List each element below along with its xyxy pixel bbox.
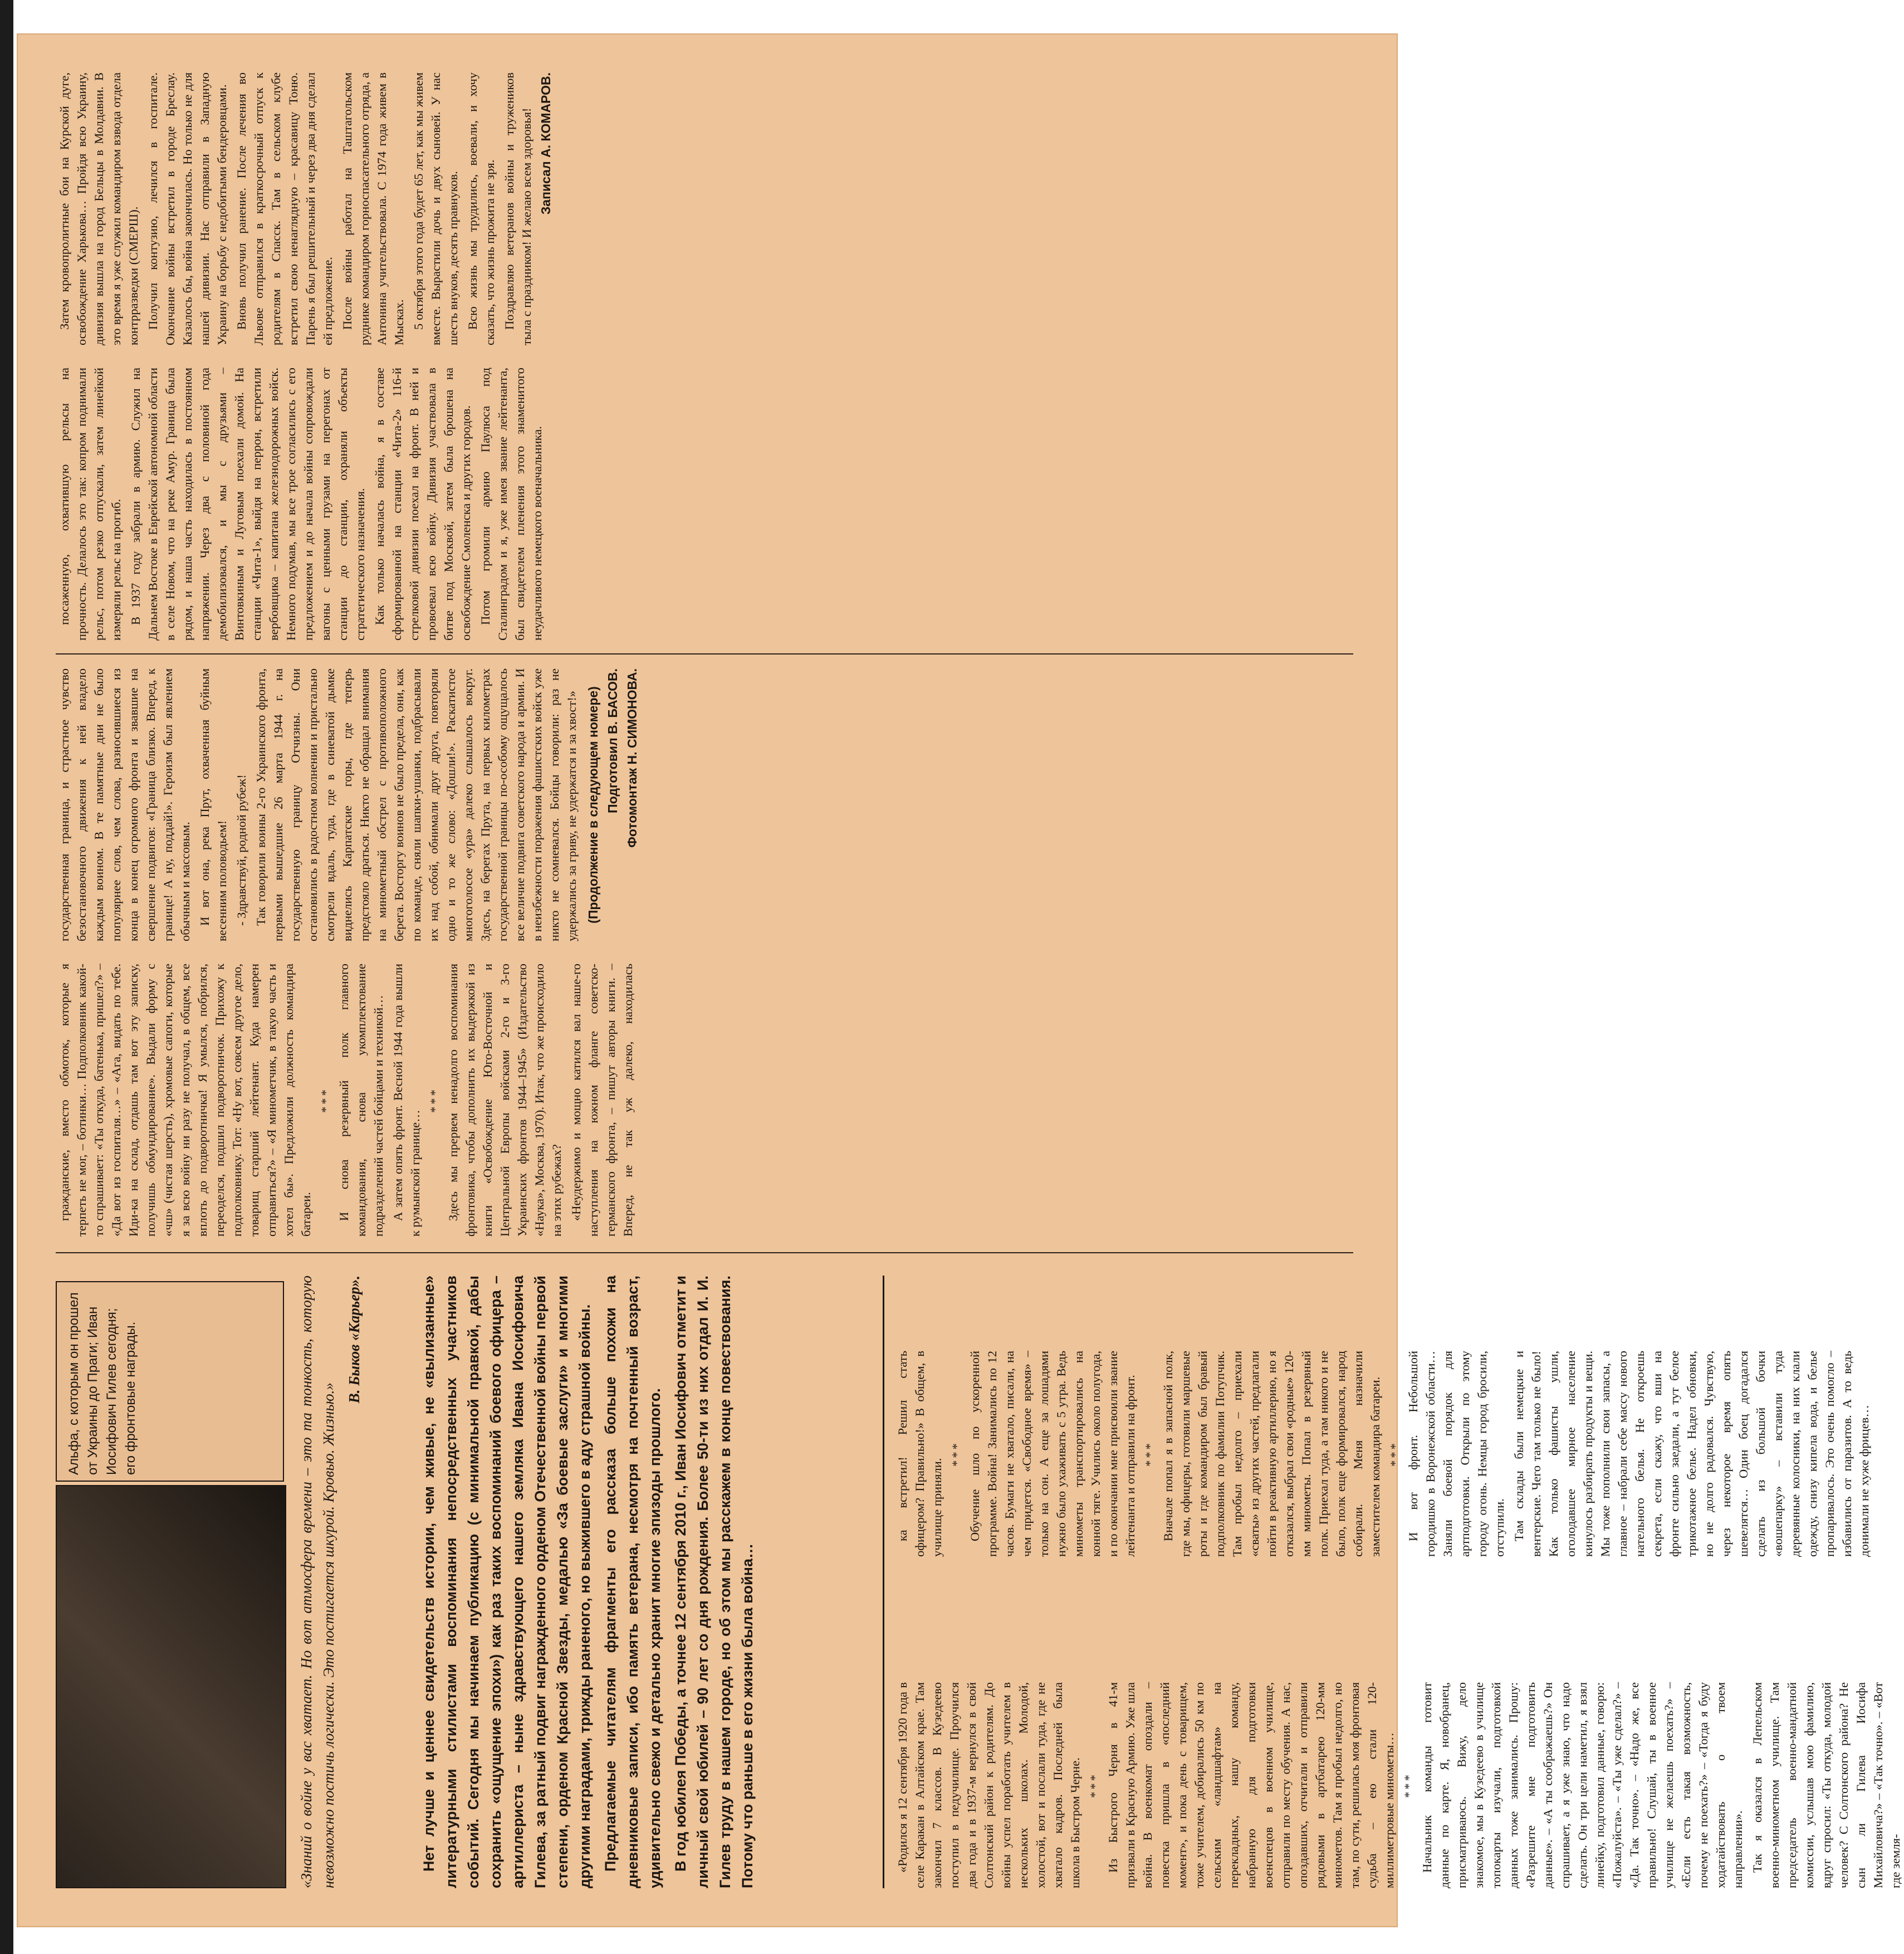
- section-break: ***: [1388, 1441, 1402, 1467]
- paragraph: гражданские, вместо обмоток, которые я терпеть не мог, – ботинки… Подполковник какой-то спрашивает: «Ты откуда, батенька, пришел?» – «Да вот из госпиталя…» – «Ага, видать по тебе. Иди-ка на склад, отдашь там вот эту записку, получишь обмундирование». Выдали форму с «чш» (чистая шерсть), хромовые сапоги, которые я за всю войну ни разу не получал, в общем, все вплоть до подворотничка! Я умылся, побрился, переоделся, подшил подворотничок. Прихожу к подполковнику. Тот: «Ну вот, совсем другое дело, товарищ старший лейтенант. Куда намерен отправиться?» – «Я минометчик, в такую часть и хотел бы». Предложили должность командира батареи.: [57, 964, 313, 1237]
- paragraph: - Здравствуй, родной рубеж!: [234, 774, 248, 926]
- paragraph: ка встретил! Решил стать офицером? Правильно!» В общем, в училище приняли.: [895, 1351, 944, 1557]
- quote-author: В. Быков «Карьер».: [346, 1276, 363, 1404]
- paragraph: После войны работал на Таштагольском руднике командиром горноспасательного отряда, а Антонина учительствовала. С 1974 года живем в Мысках.: [340, 72, 406, 345]
- paragraph: В 1937 году забрали в армию. Служил на Дальнем Востоке в Еврейской автономной области в селе Новом, что на реке Амур. Граница была рядом, и наша часть находилась в постоянном напряжении. Через два с половиной года демобилизовался, и мы с друзьями – Винтовкиным и Луговым поехали домой. На станции «Чита-1», выйдя на перрон, встретили вербовщика – капитана железнодорожных войск. Немного подумав, мы все трое согласились с его предложением и до начала войны сопровождали вагоны с ценными грузами на перегонах от станции до станции, охраняли объекты стратегического назначения.: [129, 368, 367, 641]
- article-column-1: [894, 1682, 1902, 1888]
- column-rule: [56, 1252, 1353, 1253]
- paragraph: А затем опять фронт. Весной 1944 года вышли к румынской границе…: [391, 964, 422, 1237]
- paragraph: посаженную, охватившую рельсы на прочность. Делалось это так: копром поднимали рельс, потом резко отпускали, затем линейкой измеряли рельс на прогиб.: [57, 368, 123, 641]
- intro-paragraph: Предлагаемые читателям фрагменты его рассказа больше похожи на дневниковые записи, ибо память ветерана, несмотря на почтенный возраст, удивительно свежо и детально хранит многие эпизоды прошлого.: [602, 1276, 663, 1888]
- paragraph: И вот фронт. Небольшой городишко в Воронежской области… Заняли боевой порядок для артподготовки. Открыли по этому городу огонь. Немцы город бросили, отступили.: [1406, 1351, 1506, 1557]
- photo-credit: Фотомонтаж Н. СИМОНОВА.: [625, 668, 639, 848]
- paragraph: Там склады были немецкие и вентерские. Чего там только не было! Как только фашисты ушли, оголодавшее мирное население кинулось разбирать продукты и вещи. Мы тоже пополнили свои запасы, а главное – набрали себе массу нового нательного белья. Не откроешь секрета, если скажу, что вши на фронте сильно заедали, а тут белое трикотажное белье. Надел обновки, но не долго радовался. Чувствую, через некоторое время опять шевелятся… Один боец догадался сделать из большой бочки «вошепарку» – вставили туда деревянные колосники, на них клали одежду, снизу кипела вода, и белье пропаривалось. Это очень помогло – избавились от паразитов. А то ведь донимали не хуже фрицев…: [1512, 1351, 1871, 1557]
- paragraph: Вновь получил ранение. После лечения во Львове отправился в краткосрочный отпуск к родителям в Спасск. Там в сельском клубе встретил свою ненаглядную – красавицу Тоню. Парень я был решительный и через два дня сделал ей предложение.: [234, 72, 335, 345]
- scanner-edge: [0, 0, 13, 1954]
- section-divider: [883, 1276, 884, 1888]
- paragraph: Из Быстрого Черня в 41-м призвали в Красную Армию. Уже шла война. В военкомат опоздали – повестка пришла в «последний момент», и пока день с товарищем, тоже учителем, добирались 50 км по сельским «ландшафтам» на перекладных, нашу команду, набранную для подготовки военспецов в военном училище, отправили по месту обучения. А нас, опоздавших, отчитали и отправили рядовыми в артбатарею 120-мм минометов. Там я пробыл недолго, но там, по сути, решилась моя фронтовая судьба – ею стали 120-миллиметровые минометы…: [1106, 1682, 1396, 1888]
- quote-text: «Знаний о войне у вас хватает. Но вот атмосфера времени – это та тонкость, которую невозможно постичь логически. Это постигается шкурой. Кровью. Жизнью.»: [298, 1276, 337, 1888]
- veteran-photo: [56, 1485, 286, 1888]
- paragraph: Обучение шло по ускоренной программе. Война! Занимались по 12 часов. Бумаги не хватало, писали, на чем придется. «Свободное время» – только на сон. А еще за лошадями нужно было ухаживать с 5 утра. Ведь минометы транспортировались на конной тяге. Учились около полугода, и по окончании мне присвоили звание лейтенанта и отправили на фронт.: [968, 1351, 1137, 1557]
- author-signature: Записал А. КОМАРОВ.: [539, 72, 553, 215]
- paragraph: «Родился я 12 сентября 1920 года в селе Каракан в Алтайском крае. Там закончил 7 классов. В Кузедеево поступил в педучилище. Проучился два года и в 1937-м вернулся в свой Солтонский район к родителям. До войны успел поработать учителем в нескольких школах. Молодой, холостой, вот и послали туда, где не хватало кадров. Последней была школа в Быстром Черне.: [895, 1682, 1082, 1888]
- paragraph: «Неудержимо и мощно катился вал наше-го наступления на южном фланге советско-германского фронта, – пишут авторы книги. – Вперед, не так уж далеко, находилась государственная граница, и страстное чувство безостановочного движения к ней владело каждым воином. В те памятные дни не было популярнее слов, чем слова, разносившиеся из конца в конец огромного фронта и звавшие на свершение подвигов: «Граница близко. Вперед, к границе! А ну, поддай!». Героизм был явлением обычным и массовым.: [57, 668, 635, 1237]
- newspaper-sheet: [17, 33, 1902, 1927]
- section-break: ***: [319, 1087, 332, 1113]
- section-break: ***: [1143, 1441, 1157, 1467]
- section-break: ***: [1088, 1772, 1102, 1798]
- paragraph: И вот она, река Прут, охваченная буйным весенним половодьем!: [198, 668, 229, 941]
- author-signature: Подготовил В. БАСОВ.: [605, 668, 620, 813]
- paragraph: Всю жизнь мы трудились, воевали, и хочу сказать, что жизнь прожита не зря.: [466, 72, 497, 345]
- section-break: ***: [949, 1441, 963, 1467]
- article-column-4: [56, 72, 1353, 641]
- paragraph: Поздравляю ветеранов войны и тружеников тыла с праздником! И желаю всем здоровья!: [502, 72, 533, 345]
- paragraph: Так я оказался в Лепельском военно-минометном училище. Там председатель военно-мандатной комиссии, услышав мою фамилию, вдруг спросил: «Ты откуда, молодой человек? С Солтонского района? Не сын ли Гилева Иосифа Михайловича?» – «Так точно». – «Вот где земля-: [1750, 1682, 1902, 1888]
- paragraph: Потом громили армию Паулюса под Сталинградом и я, уже имея звание лейтенанта, был свидетелем пленения этого знаменитого неудачливого немецкого военачальника.: [478, 368, 544, 641]
- intro-paragraph: Нет лучше и ценнее свидетельств истории, чем живые, не «вылизанные» литературными стилистами воспоминания непосредственных участников событий. Сегодня мы начинаем публикацию (с минимальной правкой, дабы сохранить «ощущение эпохи») как раз таких воспоминаний боевого офицера – артиллериста – ныне здравствующего нашего земляка Ивана Иосифовича Гилева, за ратный подвиг награжденного орденом Отечественной войны первой степени, орденом Красной Звезды, медалью «За боевые заслуги» и многими другими наградами, трижды раненого, но выжившего в аду страшной войны.: [420, 1276, 593, 1888]
- continuation-note: (Продолжение в следующем номере): [586, 686, 600, 924]
- photo-caption: Альфа, с которым он прошел от Украины до Праги; Иван Иосифович Гилев сегодня; его фронтовые награды.: [56, 1281, 284, 1482]
- paragraph: Начальник команды готовит данные по карте. Я, новобранец, присматриваюсь. Вижу, дело знакомое, мы в Кузедеево в училище топокарты изучали, подготовкой данных тоже занимались. Прошу: «Разрешите мне подготовить данные». – «А ты соображаешь?» Он спрашивает, а я уже знаю, что надо сделать. Он три цели наметил, я взял линейку, подготовил данные, говорю: «Пожалуйста». – «Ты уже сделал?» – «Да. Так точно». – «Надо же, все правильно! Слушай, ты в военное училище не желаешь поехать?» – «Если есть такая возможность, почему не поехать?» – «Тогда я буду ходатайствовать о твоем направлении».: [1420, 1682, 1745, 1888]
- column-rule: [56, 653, 1353, 654]
- epigraph-quote: [295, 1276, 365, 1888]
- paragraph: 5 октября этого года будет 65 лет, как мы живем вместе. Вырастили дочь и двух сыновей. У нас шесть внуков, десять правнуков.: [412, 72, 460, 345]
- paragraph: Как только началась война, я в составе сформированной на станции «Чита-2» 116-й стрелковой дивизии поехал на фронт. В ней и провоевал всю войну. Дивизия участвовала в битве под Москвой, затем была брошена на освобождение Смоленска и других городов.: [373, 368, 473, 641]
- paragraph: Здесь мы прервем ненадолго воспоминания фронтовика, чтобы дополнить их выдержкой из книги «Освобождение Юго-Восточной и Центральной Европы войсками 2-го и 3-го Украинских фронтов 1944–1945» (Издательство «Наука», Москва, 1970). Итак, что же происходило на этих рубежах?: [446, 964, 564, 1237]
- intro-lead: [418, 1276, 762, 1888]
- paragraph: И снова резервный полк главного командования, снова укомплектование подразделений частей бойцами и техникой…: [337, 964, 385, 1237]
- paragraph: Вначале попал я в запасной полк, где мы, офицеры, готовили маршевые роты и где командиром был бравый подполковник по фамилии Потупчик. Там пробыл недолго – приехали «сваты» из других частей, предлагали пойти в реактивную артиллерию, но я отказался, выбрал свои «родные» 120-мм минометы. Попал в резервный полк. Приехал туда, а там никого и не было, полк еще формировался, народ собирали. Меня назначили заместителем командира батареи.: [1161, 1351, 1382, 1557]
- paragraph: Получил контузию, лечился в госпитале. Окончание войны встретил в городе Бреслау. Казалось бы, война закончилась. Но только не для нашей дивизии. Нас отправили в Западную Украину на борьбу с недобитыми бендеровцами.: [146, 72, 229, 345]
- article-column-2: [894, 1351, 1871, 1557]
- article-column-3: [56, 668, 1353, 1237]
- section-break: ***: [428, 1087, 442, 1113]
- section-break: ***: [1402, 1772, 1416, 1798]
- rotated-page: [17, 33, 1902, 1927]
- paragraph: Так говорили воины 2-го Украинского фронта, первыми вышедшие 26 марта 1944 г. на государственную границу Отчизны. Они остановились в радостном волнении и пристально смотрели вдаль, туда, где в синеватой дымке виднелись Карпатские горы, где теперь предстояло драться. Никто не обращал внимания на минометный обстрел с противоположного берега. Восторгу воинов не было предела, они, как по команде, сняли шапки-ушанки, подбрасывали их над собой, обнимали друг друга, повторяли одно и то же слово: «Дошли!». Раскатистое многоголосое «ура» далеко слышалось вокруг. Здесь, на берегах Прута, на первых километрах государственной границы по-особому ощущалось все величие подвига советского народа и армии. И в неизбежности поражения фашистских войск уже никто не сомневался. Бойцы говорили: раз не удержались за гриву, не удержатся и за хвост!»: [254, 668, 579, 941]
- paragraph: Затем кровопролитные бои на Курской дуге, освобождение Харькова… Пройдя всю Украину, дивизия вышла на город Бельцы в Молдавии. В это время я уже служил командиром взвода отдела контрразведки (СМЕРШ).: [57, 72, 140, 345]
- intro-paragraph: В год юбилея Победы, а точнее 12 сентября 2010 г., Иван Иосифович отметит и личный свой юбилей – 90 лет со дня рождения. Более 50-ти из них отдал И. И. Гилев труду в нашем городе, но об этом мы расскажем в конце повествования. Потому что раньше в его жизни была война…: [672, 1276, 756, 1888]
